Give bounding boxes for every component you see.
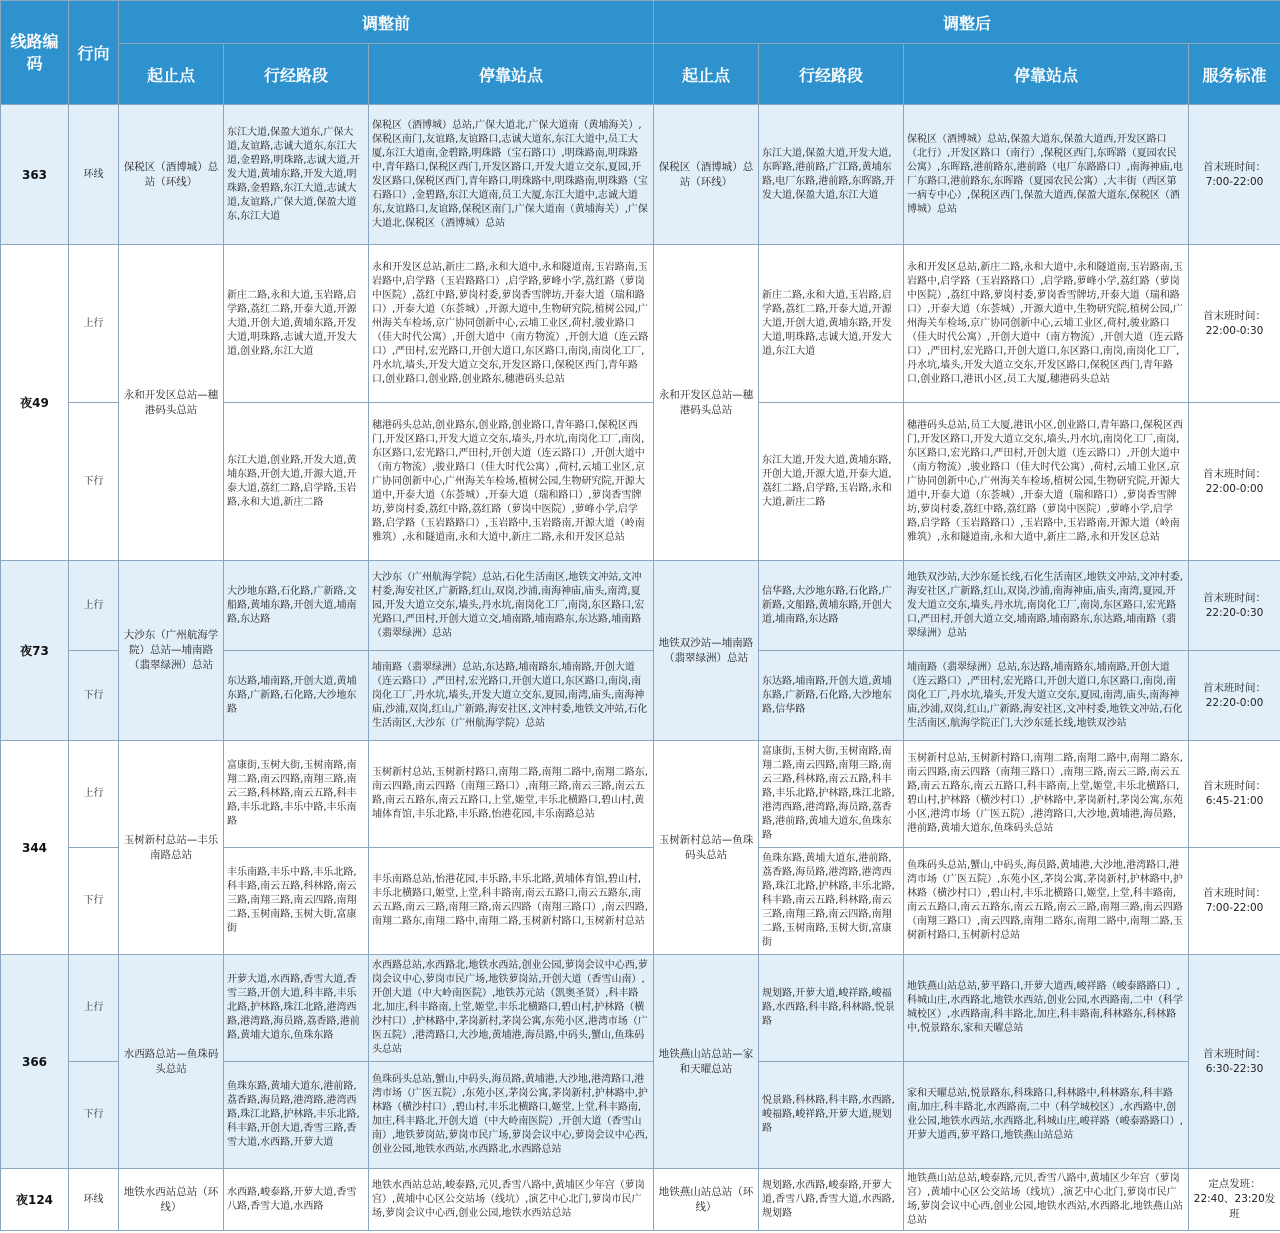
after-stops: 地铁双沙站,大沙东延长线,石化生活南区,地铁文冲站,文冲村委,海安社区,广新路,红山,双岗,沙浦,南海神庙,庙头,南湾,夏园,开发大道立交东,墙头,丹水坑,南岗化工厂,南岗,东区路口,宏光路口,严田村,开创大道立交,埔南路,埔南路东,东达路,埔南路（翡翠绿洲）总站 xyxy=(904,561,1189,651)
route-code: 夜73 xyxy=(1,561,69,741)
before-endpoints: 大沙东（广州航海学院）总站—埔南路（翡翠绿洲）总站 xyxy=(119,561,224,741)
header-after-endpoints: 起止点 xyxy=(654,44,759,105)
header-after-segments: 行经路段 xyxy=(759,44,904,105)
route-direction: 下行 xyxy=(69,848,119,955)
table-row xyxy=(1,105,1280,245)
after-endpoints: 永和开发区总站—穗港码头总站 xyxy=(654,245,759,561)
route-code: 344 xyxy=(1,741,69,955)
service-standard: 首末班时间：6:30-22:30 xyxy=(1189,955,1280,1169)
service-standard: 首末班时间：22:20-0:30 xyxy=(1189,561,1280,651)
service-standard: 首末班时间：22:00-0:00 xyxy=(1189,403,1280,561)
after-stops: 鱼珠码头总站,蟹山,中码头,海员路,黄埔港,大沙地,港湾路口,港湾市场（广医五院）,东苑小区,茅岗公寓,茅岗新村,护林路中,护林路（横沙村口）,碧山村,丰乐北横路口,姬堂,上堂,科丰路南,南云五路口,南云五路东,南云五路,南云三路,南翔三路,南云四路（南翔三路口）,南云四路,南翔二路东,南翔二路中,南翔二路,玉树新村路口,玉树新村总站 xyxy=(904,848,1189,955)
after-segments: 规划路,开萝大道,峻祥路,峻福路,水西路,科丰路,科林路,悦景路 xyxy=(759,955,904,1062)
header-direction: 行向 xyxy=(69,1,119,105)
after-stops: 埔南路（翡翠绿洲）总站,东达路,埔南路东,埔南路,开创大道（连云路口）,严田村,宏光路口,开创大道口,东区路口,南岗,南岗化工厂,丹水坑,墙头,开发大道立交东,夏园,南湾,庙头,南海神庙,沙浦,双岗,红山,广新路,海安社区,文冲村委,地铁文冲站,石化生活南区,航海学院正门,大沙东延长线,地铁双沙站 xyxy=(904,651,1189,741)
route-direction: 下行 xyxy=(69,651,119,741)
before-endpoints: 地铁水西站总站（环线） xyxy=(119,1169,224,1231)
after-stops: 保税区（酒博城）总站,保盈大道东,保盈大道西,开发区路口（北行）,开发区路口（南行）,保税区西门,东晖路（夏园农民公寓）,东晖路,港前路东,港前路（电厂东路路口）,南海神庙,电厂东路口,港前路东,东晖路（夏园农民公寓）,大丰街（西区第一病专中心）,保税区西门,保盈大道西,保盈大道东,保税区（酒博城）总站 xyxy=(904,105,1189,245)
before-stops: 玉树新村总站,玉树新村路口,南翔二路,南翔二路中,南翔二路东,南云四路,南云四路（南翔三路口）,南翔三路,南云三路,南云五路,南云五路东,南云五路口,上堂,姬堂,丰乐北横路口,碧山村,黄埔体育馆,丰乐北路,丰乐路,怡港花园,丰乐南路总站 xyxy=(369,741,654,848)
before-stops: 丰乐南路总站,怡港花园,丰乐路,丰乐北路,黄埔体育馆,碧山村,丰乐北横路口,姬堂,上堂,科丰路南,南云五路口,南云五路东,南云五路,南云三路,南翔三路,南云四路（南翔三路口）,南云四路,南翔二路东,南翔二路中,南翔二路,玉树新村路口,玉树新村总站 xyxy=(369,848,654,955)
after-segments: 鱼珠东路,黄埔大道东,港前路,荔香路,海员路,港湾路,港湾西路,珠江北路,护林路,丰乐北路,科丰路,南云五路,科林路,南云三路,南翔三路,南云四路,南翔二路,玉树南路,玉树大街,富康街 xyxy=(759,848,904,955)
table-row xyxy=(1,245,1280,403)
before-stops: 鱼珠码头总站,蟹山,中码头,海员路,黄埔港,大沙地,港湾路口,港湾市场（广医五院）,东苑小区,茅岗公寓,茅岗新村,护林路中,护林路（横沙村口）,碧山村,丰乐北横路口,姬堂,上堂,科丰路南,加庄,科丰路北,开创大道（中大岭南医院）,开创大道（香雪山南）,地铁萝岗站,萝岗市民广场,萝岗会议中心,萝岗会议中心西,创业公园,地铁水西站,水西路北,水西路总站 xyxy=(369,1062,654,1169)
route-direction: 上行 xyxy=(69,245,119,403)
header-after: 调整后 xyxy=(654,1,1280,44)
after-endpoints: 地铁燕山站总站—家和天曜总站 xyxy=(654,955,759,1169)
table-row xyxy=(1,955,1280,1062)
route-direction: 环线 xyxy=(69,105,119,245)
after-segments: 东达路,埔南路,开创大道,黄埔东路,广新路,石化路,大沙地东路,信华路 xyxy=(759,651,904,741)
after-stops: 地铁燕山站总站,萝平路口,开萝大道西,峻祥路（峻泰路路口）,科城山庄,水西路北,地铁水西站,创业公园,水西路南,二中（科学城校区）,水西路南,科丰路北,加庄,科丰路南,科林路东,科林路中,悦景路东,家和天曜总站 xyxy=(904,955,1189,1062)
before-endpoints: 永和开发区总站—穗港码头总站 xyxy=(119,245,224,561)
after-segments: 信华路,大沙地东路,石化路,广新路,文船路,黄埔东路,开创大道,埔南路,东达路 xyxy=(759,561,904,651)
service-standard: 定点发班：22:40、23:20发班 xyxy=(1189,1169,1280,1231)
route-direction: 上行 xyxy=(69,955,119,1062)
service-standard: 首末班时间：22:20-0:00 xyxy=(1189,651,1280,741)
before-stops: 永和开发区总站,新庄二路,永和大道中,永和隧道南,玉岩路南,玉岩路中,启学路（玉岩路路口）,启学路,萝峰小学,荔红路（萝岗中医院）,荔红中路,萝岗村委,萝岗香雪牌坊,开泰大道（瑞和路口）,开泰大道（东荟城）,开源大道中,生物研究院,植树公园,广州海关车检场,京广协同创新中心,云埔工业区,荷村,骏业路口（佳大时代公寓）,开创大道中（南方物流）,开创大道（连云路口）,严田村,宏光路口,开创大道口,东区路口,南岗,南岗化工厂,丹水坑,墙头,开发大道立交东,开发区路口,保税区西门,青年路口,创业路口,创业路,创业路东,穗港码头总站 xyxy=(369,245,654,403)
after-segments: 东江大道,开发大道,黄埔东路,开创大道,开源大道,开泰大道,荔红二路,启学路,玉岩路,永和大道,新庄二路 xyxy=(759,403,904,561)
header-before: 调整前 xyxy=(119,1,654,44)
after-endpoints: 地铁双沙站—埔南路（翡翠绿洲）总站 xyxy=(654,561,759,741)
header-before-endpoints: 起止点 xyxy=(119,44,224,105)
after-stops: 穗港码头总站,员工大厦,港讯小区,创业路口,青年路口,保税区西门,开发区路口,开发大道立交东,墙头,丹水坑,南岗化工厂,南岗,东区路口,宏光路口,严田村,开创大道（连云路口）,开创大道中（南方物流）,骏业路口（佳大时代公寓）,荷村,云埔工业区,京广协同创新中心,广州海关车检场,植树公园,生物研究院,开源大道中,开泰大道（东荟城）,开泰大道（瑞和路口）,萝岗香雪牌坊,萝岗村委,荔红中路,荔红路（萝岗中医院）,萝峰小学,启学路,启学路（玉岩路路口）,玉岩路中,玉岩路南,开源大道（岭南雅筑）,永和隧道南,永和大道中,新庄二路,永和开发区总站 xyxy=(904,403,1189,561)
after-stops: 永和开发区总站,新庄二路,永和大道中,永和隧道南,玉岩路南,玉岩路中,启学路（玉岩路路口）,启学路,萝峰小学,荔红路（萝岗中医院）,荔红中路,萝岗村委,萝岗香雪牌坊,开泰大道（瑞和路口）,开泰大道（东荟城）,开源大道中,生物研究院,植树公园,广州海关车检场,京广协同创新中心,云埔工业区,荷村,骏业路口（佳大时代公寓）,开创大道中（南方物流）,开创大道（连云路口）,严田村,宏光路口,开创大道口,东区路口,南岗,南岗化工厂,丹水坑,墙头,开发大道立交东,开发区路口,保税区西门,青年路口,创业路口,港讯小区,员工大厦,穗港码头总站 xyxy=(904,245,1189,403)
route-direction: 下行 xyxy=(69,1062,119,1169)
table-row xyxy=(1,741,1280,848)
route-code: 366 xyxy=(1,955,69,1169)
route-code: 363 xyxy=(1,105,69,245)
before-segments: 富康街,玉树大街,玉树南路,南翔二路,南云四路,南翔三路,南云三路,科林路,南云五路,科丰路,丰乐北路,丰乐中路,丰乐南路 xyxy=(224,741,369,848)
before-stops: 大沙东（广州航海学院）总站,石化生活南区,地铁文冲站,文冲村委,海安社区,广新路,红山,双岗,沙浦,南海神庙,庙头,南湾,夏园,开发大道立交东,墙头,丹水坑,南岗化工厂,南岗,东区路口,宏光路口,严田村,开创大道立交,埔南路,埔南路东,东达路,埔南路（翡翠绿洲）总站 xyxy=(369,561,654,651)
route-code: 夜49 xyxy=(1,245,69,561)
before-stops: 保税区（酒博城）总站,广保大道北,广保大道南（黄埔海关）,保税区南门,友谊路,友谊路口,志诚大道东,东江大道中,员工大厦,东江大道南,金碧路,明珠路（宝石路口）,明珠路南,明珠路中,青年路口,保税区西门,开发区路口,开发大道立交东,夏园,开发区路口,保税区西门,青年路口,明珠路中,明珠路南,明珠路（宝石路口）,金碧路,东江大道南,员工大厦,东江大道中,志诚大道东,友谊路口,友谊路,保税区南门,广保大道南（黄埔海关）,广保大道北,保税区（酒博城）总站 xyxy=(369,105,654,245)
before-segments: 东江大道,保盈大道东,广保大道,友谊路,志诚大道东,东江大道,金碧路,明珠路,志诚大道,开发大道,黄埔东路,开发大道,明珠路,金碧路,东江大道,志诚大道,友谊路,广保大道,保盈大道东,东江大道 xyxy=(224,105,369,245)
before-endpoints: 水西路总站—鱼珠码头总站 xyxy=(119,955,224,1169)
before-endpoints: 玉树新村总站—丰乐南路总站 xyxy=(119,741,224,955)
after-stops: 地铁燕山站总站,峻泰路,元贝,香雪八路中,黄埔区少年宫（萝岗宫）,黄埔中心区公交站场（线坑）,演艺中心北门,萝岗市民广场,萝岗会议中心西,创业公园,地铁水西站,水西路北,地铁燕山站总站 xyxy=(904,1169,1189,1231)
before-segments: 大沙地东路,石化路,广新路,文船路,黄埔东路,开创大道,埔南路,东达路 xyxy=(224,561,369,651)
before-segments: 东江大道,创业路,开发大道,黄埔东路,开创大道,开源大道,开泰大道,荔红二路,启学路,玉岩路,永和大道,新庄二路 xyxy=(224,403,369,561)
before-segments: 新庄二路,永和大道,玉岩路,启学路,荔红二路,开泰大道,开源大道,开创大道,黄埔东路,开发大道,明珠路,志诚大道,开发大道,创业路,东江大道 xyxy=(224,245,369,403)
route-direction: 下行 xyxy=(69,403,119,561)
after-segments: 悦景路,科林路,科丰路,水西路,峻福路,峻祥路,开萝大道,规划路 xyxy=(759,1062,904,1169)
table-header xyxy=(1,1,1280,105)
before-stops: 水西路总站,水西路北,地铁水西站,创业公园,萝岗会议中心西,萝岗会议中心,萝岗市民广场,地铁萝岗站,开创大道（香雪山南）,开创大道（中大岭南医院）,地铁苏元站（凯奥圣贤）,科丰路北,加庄,科丰路南,上堂,姬堂,丰乐北横路口,碧山村,护林路（横沙村口）,护林路中,茅岗新村,茅岗公寓,东苑小区,港湾市场（广医五院）,港湾路口,大沙地,黄埔港,海员路,中码头,蟹山,鱼珠码头总站 xyxy=(369,955,654,1062)
header-code: 线路编码 xyxy=(1,1,69,105)
after-segments: 东江大道,保盈大道,开发大道,东晖路,港前路,广江路,黄埔东路,电厂东路,港前路,东晖路,开发大道,保盈大道,东江大道 xyxy=(759,105,904,245)
before-segments: 丰乐南路,丰乐中路,丰乐北路,科丰路,南云五路,科林路,南云三路,南翔三路,南云四路,南翔二路,玉树南路,玉树大街,富康街 xyxy=(224,848,369,955)
route-code: 夜124 xyxy=(1,1169,69,1231)
before-segments: 开萝大道,水西路,香雪大道,香雪三路,开创大道,科丰路,丰乐北路,护林路,珠江北路,港湾西路,港湾路,海员路,荔香路,港前路,黄埔大道东,鱼珠东路 xyxy=(224,955,369,1062)
header-before-segments: 行经路段 xyxy=(224,44,369,105)
after-segments: 富康街,玉树大街,玉树南路,南翔二路,南云四路,南翔三路,南云三路,科林路,南云五路,科丰路,丰乐北路,护林路,珠江北路,港湾西路,港湾路,海员路,荔香路,港前路,黄埔大道东,鱼珠东路 xyxy=(759,741,904,848)
before-endpoints: 保税区（酒博城）总站（环线） xyxy=(119,105,224,245)
table-row xyxy=(1,1169,1280,1231)
before-segments: 鱼珠东路,黄埔大道东,港前路,荔香路,海员路,港湾路,港湾西路,珠江北路,护林路,丰乐北路,科丰路,开创大道,香雪三路,香雪大道,水西路,开萝大道 xyxy=(224,1062,369,1169)
before-stops: 穗港码头总站,创业路东,创业路,创业路口,青年路口,保税区西门,开发区路口,开发大道立交东,墙头,丹水坑,南岗化工厂,南岗,东区路口,宏光路口,严田村,开创大道（连云路口）,开创大道中（南方物流）,骏业路口（佳大时代公寓）,荷村,云埔工业区,京广协同创新中心,广州海关车检场,植树公园,生物研究院,开源大道中,开泰大道（东荟城）,开泰大道（瑞和路口）,萝岗香雪牌坊,萝岗村委,荔红中路,荔红路（萝岗中医院）,萝峰小学,启学路,启学路（玉岩路路口）,玉岩路中,玉岩路南,开源大道（岭南雅筑）,永和隧道南,永和大道中,新庄二路,永和开发区总站 xyxy=(369,403,654,561)
before-segments: 东达路,埔南路,开创大道,黄埔东路,广新路,石化路,大沙地东路 xyxy=(224,651,369,741)
after-stops: 家和天曜总站,悦景路东,科珠路口,科林路中,科林路东,科丰路南,加庄,科丰路北,水西路南,二中（科学城校区）,水西路中,创业公园,地铁水西站,水西路北,科城山庄,峻祥路（峻泰路路口）,开萝大道西,萝平路口,地铁燕山站总站 xyxy=(904,1062,1189,1169)
before-stops: 埔南路（翡翠绿洲）总站,东达路,埔南路东,埔南路,开创大道（连云路口）,严田村,宏光路口,开创大道口,东区路口,南岗,南岗化工厂,丹水坑,墙头,开发大道立交东,夏园,南湾,庙头,南海神庙,沙浦,双岗,红山,广新路,海安社区,文冲村委,地铁文冲站,石化生活南区,大沙东（广州航海学院）总站 xyxy=(369,651,654,741)
after-endpoints: 保税区（酒博城）总站（环线） xyxy=(654,105,759,245)
service-standard: 首末班时间：7:00-22:00 xyxy=(1189,105,1280,245)
route-direction: 上行 xyxy=(69,561,119,651)
after-segments: 新庄二路,永和大道,玉岩路,启学路,荔红二路,开泰大道,开源大道,开创大道,黄埔东路,开发大道,明珠路,志诚大道,开发大道,东江大道 xyxy=(759,245,904,403)
before-stops: 地铁水西站总站,峻泰路,元贝,香雪八路中,黄埔区少年宫（萝岗宫）,黄埔中心区公交站场（线坑）,演艺中心北门,萝岗市民广场,萝岗会议中心西,创业公园,地铁水西站总站 xyxy=(369,1169,654,1231)
route-direction: 环线 xyxy=(69,1169,119,1231)
service-standard: 首末班时间：22:00-0:30 xyxy=(1189,245,1280,403)
after-stops: 玉树新村总站,玉树新村路口,南翔二路,南翔二路中,南翔二路东,南云四路,南云四路（南翔三路口）,南翔三路,南云三路,南云五路,南云五路东,南云五路口,科丰路南,上堂,姬堂,丰乐北横路口,碧山村,护林路（横沙村口）,护林路中,茅岗新村,茅岗公寓,东苑小区,港湾市场（广医五院）,港湾路口,大沙地,黄埔港,海员路,港前路,黄埔大道东,鱼珠码头总站 xyxy=(904,741,1189,848)
header-before-stops: 停靠站点 xyxy=(369,44,654,105)
service-standard: 首末班时间：6:45-21:00 xyxy=(1189,741,1280,848)
header-service: 服务标准 xyxy=(1189,44,1280,105)
after-endpoints: 地铁燕山站总站（环线） xyxy=(654,1169,759,1231)
after-endpoints: 玉树新村总站—鱼珠码头总站 xyxy=(654,741,759,955)
after-segments: 规划路,水西路,峻泰路,开萝大道,香雪八路,香雪大道,水西路,规划路 xyxy=(759,1169,904,1231)
header-after-stops: 停靠站点 xyxy=(904,44,1189,105)
service-standard: 首末班时间：7:00-22:00 xyxy=(1189,848,1280,955)
table-body xyxy=(1,105,1280,1231)
table-row xyxy=(1,561,1280,651)
before-segments: 水西路,峻泰路,开萝大道,香雪八路,香雪大道,水西路 xyxy=(224,1169,369,1231)
route-direction: 上行 xyxy=(69,741,119,848)
